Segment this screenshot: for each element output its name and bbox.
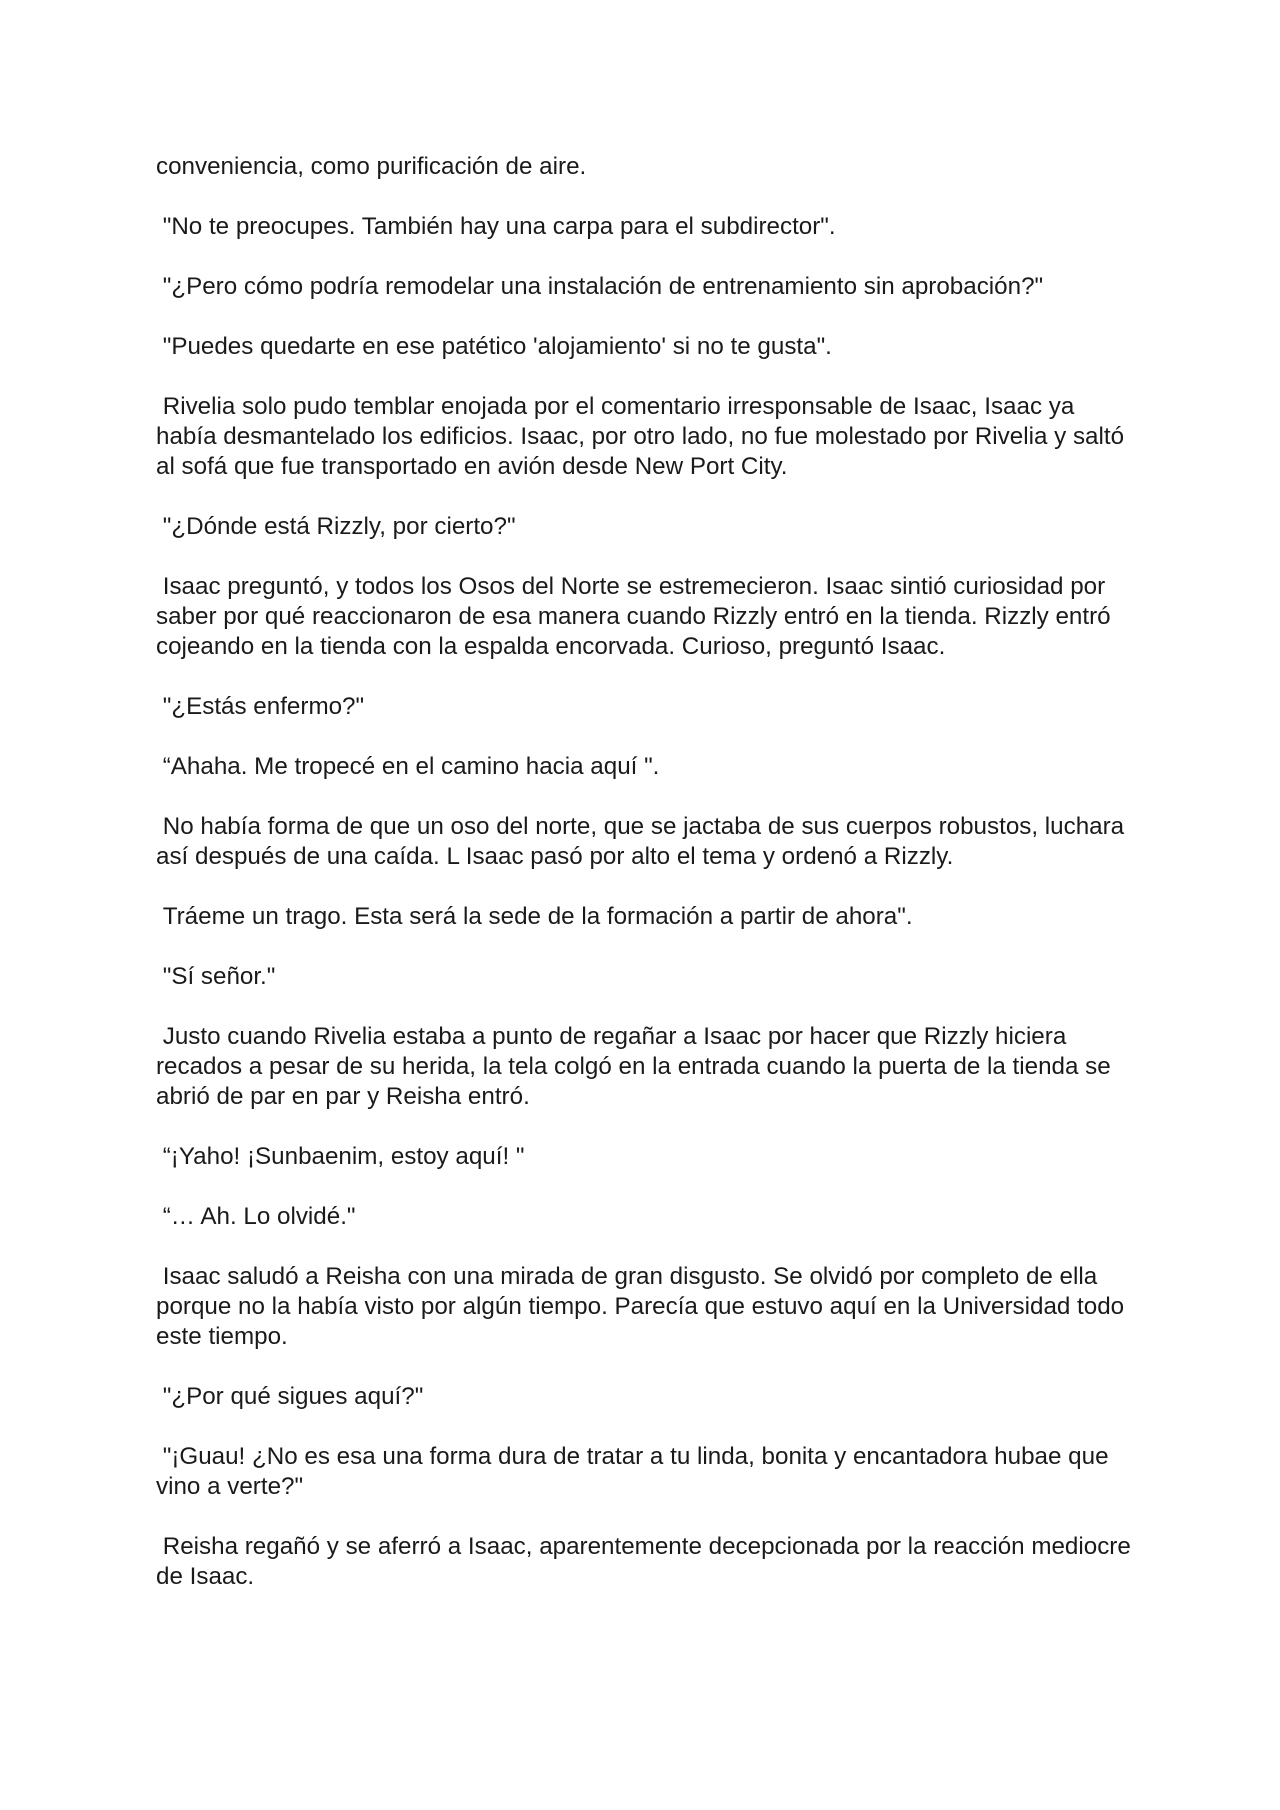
paragraph-17: "¿Por qué sigues aquí?": [156, 1383, 424, 1410]
paragraph-19: Reisha regañó y se aferró a Isaac, aparentemente decepcionada por la reacción mediocre de Isaac.: [156, 1533, 1138, 1590]
paragraph-18: "¡Guau! ¿No es esa una forma dura de tratar a tu linda, bonita y encantadora hubae que vino a verte?": [156, 1443, 1116, 1500]
paragraph-16: Isaac saludó a Reisha con una mirada de gran disgusto. Se olvidó por completo de ella porque no la había visto por algún tiempo. Parecía que estuvo aquí en la Universidad todo este tiempo.: [156, 1263, 1131, 1350]
paragraph-13: Justo cuando Rivelia estaba a punto de regañar a Isaac por hacer que Rizzly hiciera recados a pesar de su herida, la tela colgó en la entrada cuando la puerta de la tienda se abrió de par en par y Reisha entró.: [156, 1023, 1118, 1110]
paragraph-9: “Ahaha. Me tropecé en el camino hacia aquí ".: [156, 753, 660, 780]
paragraph-1: conveniencia, como purificación de aire.: [156, 153, 587, 180]
paragraph-12: "Sí señor.": [156, 963, 276, 990]
paragraph-8: "¿Estás enfermo?": [156, 693, 365, 720]
document-body: [156, 152, 1141, 1622]
paragraph-11: Tráeme un trago. Esta será la sede de la formación a partir de ahora".: [156, 903, 913, 930]
paragraph-10: No había forma de que un oso del norte, que se jactaba de sus cuerpos robustos, luchara así después de una caída. L Isaac pasó por alto el tema y ordenó a Rizzly.: [156, 813, 1131, 870]
paragraph-15: “… Ah. Lo olvidé.": [156, 1203, 356, 1230]
paragraph-5: Rivelia solo pudo temblar enojada por el comentario irresponsable de Isaac, Isaac ya había desmantelado los edificios. Isaac, por otro lado, no fue molestado por Rivelia y saltó al sofá que fue transportado en avión desde New Port City.: [156, 393, 1131, 480]
paragraph-2: "No te preocupes. También hay una carpa para el subdirector".: [156, 213, 836, 240]
paragraph-4: "Puedes quedarte en ese patético 'alojamiento' si no te gusta".: [156, 333, 832, 360]
paragraph-6: "¿Dónde está Rizzly, por cierto?": [156, 513, 516, 540]
paragraph-7: Isaac preguntó, y todos los Osos del Norte se estremecieron. Isaac sintió curiosidad por saber por qué reaccionaron de esa manera cuando Rizzly entró en la tienda. Rizzly entró cojeando en la tienda con la espalda encorvada. Curioso, preguntó Isaac.: [156, 573, 1118, 660]
paragraph-14: “¡Yaho! ¡Sunbaenim, estoy aquí! ": [156, 1143, 525, 1170]
paragraph-3: "¿Pero cómo podría remodelar una instalación de entrenamiento sin aprobación?": [156, 273, 1044, 300]
